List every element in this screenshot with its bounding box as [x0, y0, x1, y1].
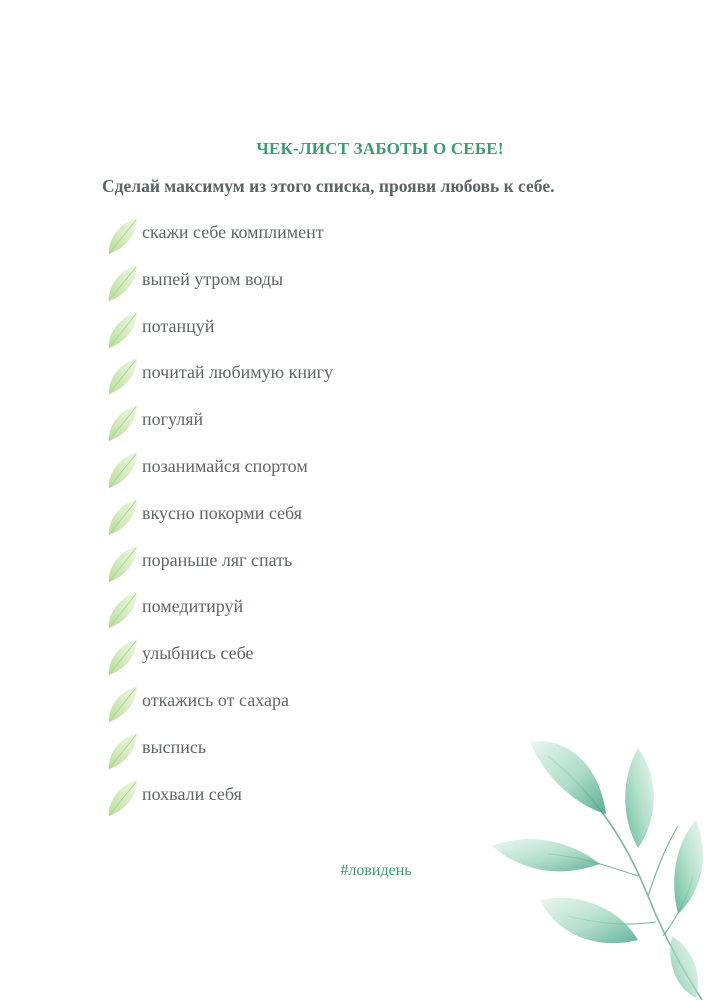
leaf-icon	[106, 637, 140, 677]
checklist-item-label: почитай любимую книгу	[142, 362, 334, 383]
checklist-item-label: откажись от сахара	[142, 689, 289, 710]
checklist-item-label: скажи себе комплимент	[142, 222, 324, 242]
checklist-item-label: потанцуй	[142, 315, 215, 336]
checklist-item	[106, 731, 333, 778]
checklist-item-label: погуляй	[142, 409, 204, 430]
checklist-item	[106, 684, 333, 731]
leaf-icon	[106, 544, 140, 584]
leaf-icon	[106, 450, 140, 490]
leaf-icon	[106, 684, 140, 724]
page-subtitle: Сделай максимум из этого списка, прояви любовь к себе.	[102, 176, 555, 196]
leaf-icon	[106, 497, 140, 537]
checklist-item-label: выспись	[142, 736, 207, 757]
hashtag: #ловидень	[340, 862, 412, 879]
checklist-item-label: похвали себя	[142, 783, 242, 804]
leaf-icon	[106, 731, 140, 771]
checklist-item-label: выпей утром воды	[142, 268, 284, 289]
checklist-item	[106, 637, 333, 684]
leaf-icon	[106, 216, 140, 256]
leaf-icon	[106, 778, 140, 818]
checklist-item	[106, 450, 333, 497]
checklist-item	[106, 263, 333, 310]
checklist-item	[106, 310, 333, 357]
checklist	[106, 216, 333, 824]
checklist-item-label: улыбнись себе	[142, 643, 254, 664]
checklist-item	[106, 497, 333, 544]
checklist-item-label: помедитируй	[142, 596, 244, 617]
checklist-item	[106, 403, 333, 450]
checklist-item	[106, 544, 333, 591]
checklist-item-label: вкусно покорми себя	[142, 502, 303, 523]
checklist-item	[106, 356, 333, 403]
checklist-item	[106, 590, 333, 637]
checklist-item	[106, 778, 333, 825]
leaf-icon	[106, 403, 140, 443]
checklist-item-label: позанимайся спортом	[142, 455, 308, 476]
leaf-icon	[106, 310, 140, 350]
leaf-icon	[106, 356, 140, 396]
checklist-item	[106, 216, 333, 263]
leaf-icon	[106, 590, 140, 630]
leaf-icon	[106, 263, 140, 303]
page-title: ЧЕК-ЛИСТ ЗАБОТЫ О СЕБЕ!	[256, 139, 504, 158]
leafy-branch-icon	[488, 736, 726, 1000]
checklist-item-label: пораньше ляг спать	[142, 549, 293, 570]
